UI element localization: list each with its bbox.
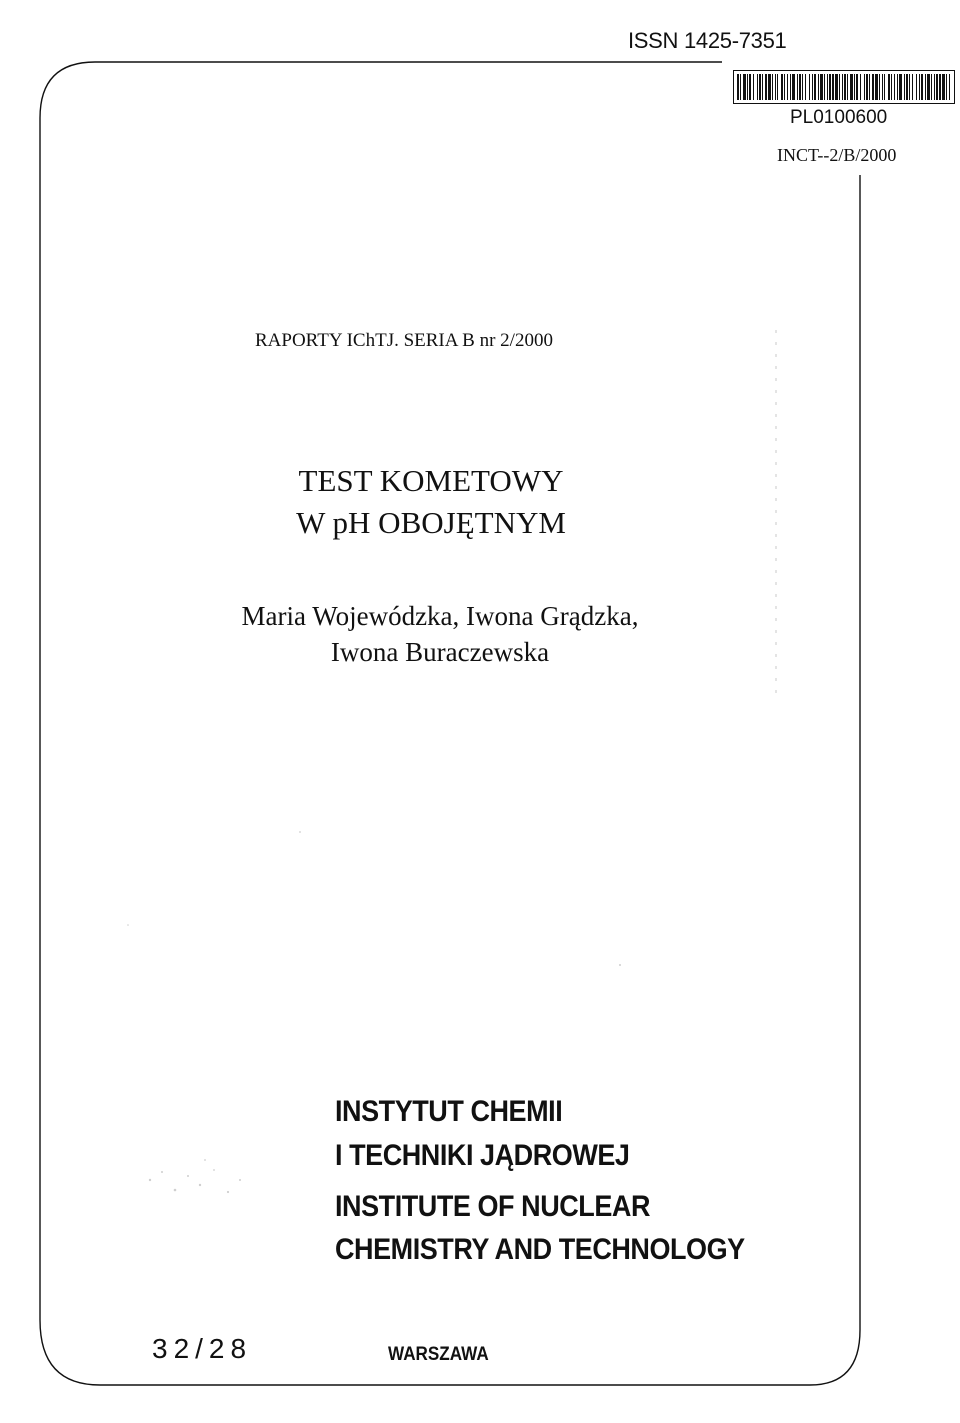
barcode-bar — [919, 74, 920, 100]
barcode-bar — [942, 74, 945, 100]
authors-line-1: Maria Wojewódzka, Iwona Grądzka, — [241, 601, 639, 631]
barcode-bar — [866, 74, 868, 100]
barcode-bar — [740, 74, 741, 100]
title-line-2: W pH OBOJĘTNYM — [296, 505, 566, 540]
institute-name-pl-1: INSTYTUT CHEMII — [335, 1095, 563, 1128]
barcode-bar — [860, 74, 861, 100]
barcode-bar — [814, 74, 816, 100]
barcode-bar — [797, 74, 798, 100]
barcode-bar — [949, 74, 950, 100]
barcode-bar — [891, 74, 892, 100]
barcode-bar — [912, 74, 913, 100]
title-line-1: TEST KOMETOWY — [298, 463, 564, 498]
institute-name-pl-2: I TECHNIKI JĄDROWEJ — [335, 1139, 630, 1172]
barcode-bar — [897, 74, 898, 100]
barcode-bar — [939, 74, 941, 100]
barcode-bar — [904, 74, 905, 100]
barcode-bar — [765, 74, 767, 100]
barcode-bar — [909, 74, 910, 100]
barcode-bar — [772, 74, 773, 100]
barcode-icon — [733, 70, 955, 104]
barcode-bar — [872, 74, 874, 100]
barcode-bar — [832, 74, 834, 100]
barcode-bar — [775, 74, 776, 100]
barcode-bar — [864, 74, 865, 100]
barcode-bar — [850, 74, 853, 100]
barcode-bar — [749, 74, 751, 100]
barcode-bar — [759, 74, 761, 100]
series-label: RAPORTY IChTJ. SERIA B nr 2/2000 — [255, 330, 553, 351]
barcode-bar — [812, 74, 813, 100]
publication-city: WARSZAWA — [388, 1344, 489, 1365]
barcode-bar — [829, 74, 831, 100]
barcode-bar — [809, 74, 810, 100]
barcode-bar — [936, 74, 938, 100]
barcode-bar — [835, 74, 838, 100]
barcode-bar — [802, 74, 803, 100]
barcode-bar — [899, 74, 902, 100]
barcode-bar — [824, 74, 825, 100]
barcode-bar — [856, 74, 858, 100]
barcode-bar — [768, 74, 771, 100]
barcode-bar — [847, 74, 848, 100]
barcode-bar — [888, 74, 890, 100]
barcode-bar — [827, 74, 828, 100]
institute-name-en-1: INSTITUTE OF NUCLEAR — [335, 1190, 650, 1223]
barcode-bar — [799, 74, 801, 100]
barcode-bar — [777, 74, 778, 100]
barcode-bar — [946, 74, 947, 100]
barcode-bar — [805, 74, 806, 100]
barcode-bar — [820, 74, 823, 100]
barcode-bar — [781, 74, 783, 100]
barcode-bar — [743, 74, 746, 100]
barcode-bar — [934, 74, 935, 100]
barcode-bar — [916, 74, 917, 100]
issn-number: ISSN 1425-7351 — [628, 28, 787, 53]
barcode-bar — [894, 74, 895, 100]
barcode-bar — [757, 74, 758, 100]
barcode-bar — [921, 74, 923, 100]
barcode-bar — [854, 74, 855, 100]
barcode-bar — [882, 74, 883, 100]
barcode-bar — [931, 74, 932, 100]
barcode-bar — [747, 74, 748, 100]
barcode-bar — [787, 74, 788, 100]
barcode-bar — [869, 74, 870, 100]
report-code: PL0100600 — [790, 107, 888, 128]
barcode-bar — [844, 74, 846, 100]
authors-line-2: Iwona Buraczewska — [330, 637, 550, 667]
page-mark: 32/28 — [152, 1333, 253, 1364]
barcode-bar — [927, 74, 930, 100]
barcode-bar — [842, 74, 843, 100]
barcode-bar — [884, 74, 885, 100]
barcode-bar — [925, 74, 926, 100]
barcode-bar — [906, 74, 908, 100]
institute-name-en-2: CHEMISTRY AND TECHNOLOGY — [335, 1233, 745, 1266]
barcode-bar — [875, 74, 878, 100]
barcode-bar — [784, 74, 785, 100]
barcode-bar — [879, 74, 880, 100]
barcode-bar — [737, 74, 739, 100]
barcode-bar — [792, 74, 795, 100]
report-id: INCT--2/B/2000 — [777, 145, 897, 165]
barcode-bar — [762, 74, 763, 100]
barcode-bar — [753, 74, 754, 100]
barcode-bar — [839, 74, 840, 100]
barcode-bar — [818, 74, 819, 100]
barcode-bar — [790, 74, 791, 100]
